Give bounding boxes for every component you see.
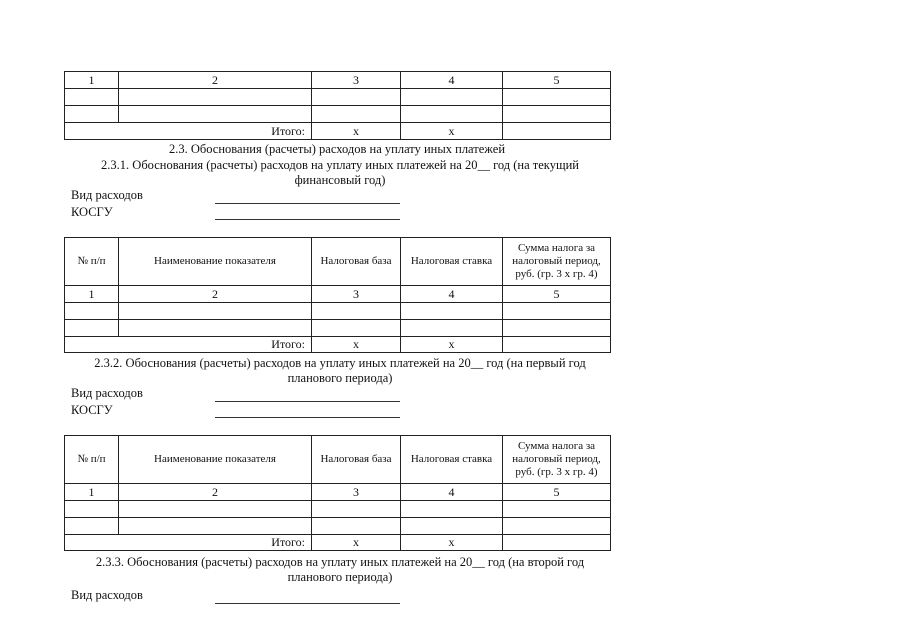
table-row: [65, 320, 611, 337]
table-number-row: [65, 484, 611, 501]
total-label: Итого:: [119, 337, 312, 353]
total-x-rate: x: [401, 337, 503, 353]
table-number-row: [65, 286, 611, 303]
col-number-4: 4: [401, 484, 503, 501]
col-number-1: 1: [65, 72, 119, 89]
total-row: [65, 535, 611, 551]
col-number-4: 4: [401, 286, 503, 303]
total-x-base: x: [312, 123, 401, 140]
table-row: [65, 106, 611, 123]
total-x-base: x: [312, 535, 401, 551]
field-label-vid-rashodov: Вид расходов: [71, 386, 143, 400]
table-row: [65, 518, 611, 535]
field-line-kosgu[interactable]: [215, 417, 400, 418]
table-header-row: [65, 436, 611, 484]
total-x-rate: x: [401, 123, 503, 140]
table-header-row: [65, 238, 611, 286]
field-line-vid-rashodov[interactable]: [215, 203, 400, 204]
col-number-5: 5: [503, 484, 611, 501]
field-line-vid-rashodov[interactable]: [215, 603, 400, 604]
tax-table-current-year: [64, 237, 611, 353]
header-tax-base: Налоговая база: [312, 436, 401, 484]
header-tax-sum: Сумма налога за налоговый период, руб. (гр. 3 х гр. 4): [503, 436, 611, 484]
top-table: [64, 71, 611, 140]
total-x-rate: x: [401, 535, 503, 551]
section-2-3-1-title-line2: финансовый год): [294, 173, 386, 187]
section-2-3-3-title-line2: планового периода): [287, 570, 393, 584]
total-row: [65, 337, 611, 353]
header-indicator-name: Наименование показателя: [119, 436, 312, 484]
col-number-3: 3: [312, 72, 401, 89]
field-label-vid-rashodov: Вид расходов: [71, 188, 143, 202]
table-number-row: [65, 72, 611, 89]
col-number-3: 3: [312, 484, 401, 501]
field-line-kosgu[interactable]: [215, 219, 400, 220]
total-label: Итого:: [119, 123, 312, 140]
table-row: [65, 303, 611, 320]
total-x-base: x: [312, 337, 401, 353]
header-tax-base: Налоговая база: [312, 238, 401, 286]
field-line-vid-rashodov[interactable]: [215, 401, 400, 402]
table-row: [65, 501, 611, 518]
section-2-3-2-title-line1: 2.3.2. Обоснования (расчеты) расходов на уплату иных платежей на 20__ год (на первый год: [94, 356, 586, 370]
col-number-5: 5: [503, 286, 611, 303]
total-label: Итого:: [119, 535, 312, 551]
field-label-vid-rashodov: Вид расходов: [71, 588, 143, 602]
col-number-3: 3: [312, 286, 401, 303]
header-tax-rate: Налоговая ставка: [401, 238, 503, 286]
col-number-1: 1: [65, 286, 119, 303]
table-row: [65, 89, 611, 106]
header-number: № п/п: [65, 436, 119, 484]
section-2-3-2-title-line2: планового периода): [287, 371, 393, 385]
field-label-kosgu: КОСГУ: [71, 205, 113, 219]
section-2-3-title: 2.3. Обоснования (расчеты) расходов на уплату иных платежей: [168, 142, 506, 156]
col-number-2: 2: [119, 484, 312, 501]
total-row: [65, 123, 611, 140]
header-indicator-name: Наименование показателя: [119, 238, 312, 286]
tax-table-first-plan-year: [64, 435, 611, 551]
header-tax-sum: Сумма налога за налоговый период, руб. (гр. 3 х гр. 4): [503, 238, 611, 286]
col-number-5: 5: [503, 72, 611, 89]
col-number-4: 4: [401, 72, 503, 89]
section-2-3-1-title-line1: 2.3.1. Обоснования (расчеты) расходов на уплату иных платежей на 20__ год (на текущий: [101, 158, 579, 172]
header-tax-rate: Налоговая ставка: [401, 436, 503, 484]
header-number: № п/п: [65, 238, 119, 286]
col-number-1: 1: [65, 484, 119, 501]
col-number-2: 2: [119, 72, 312, 89]
section-2-3-3-title-line1: 2.3.3. Обоснования (расчеты) расходов на уплату иных платежей на 20__ год (на второй год: [95, 555, 585, 569]
col-number-2: 2: [119, 286, 312, 303]
field-label-kosgu: КОСГУ: [71, 403, 113, 417]
